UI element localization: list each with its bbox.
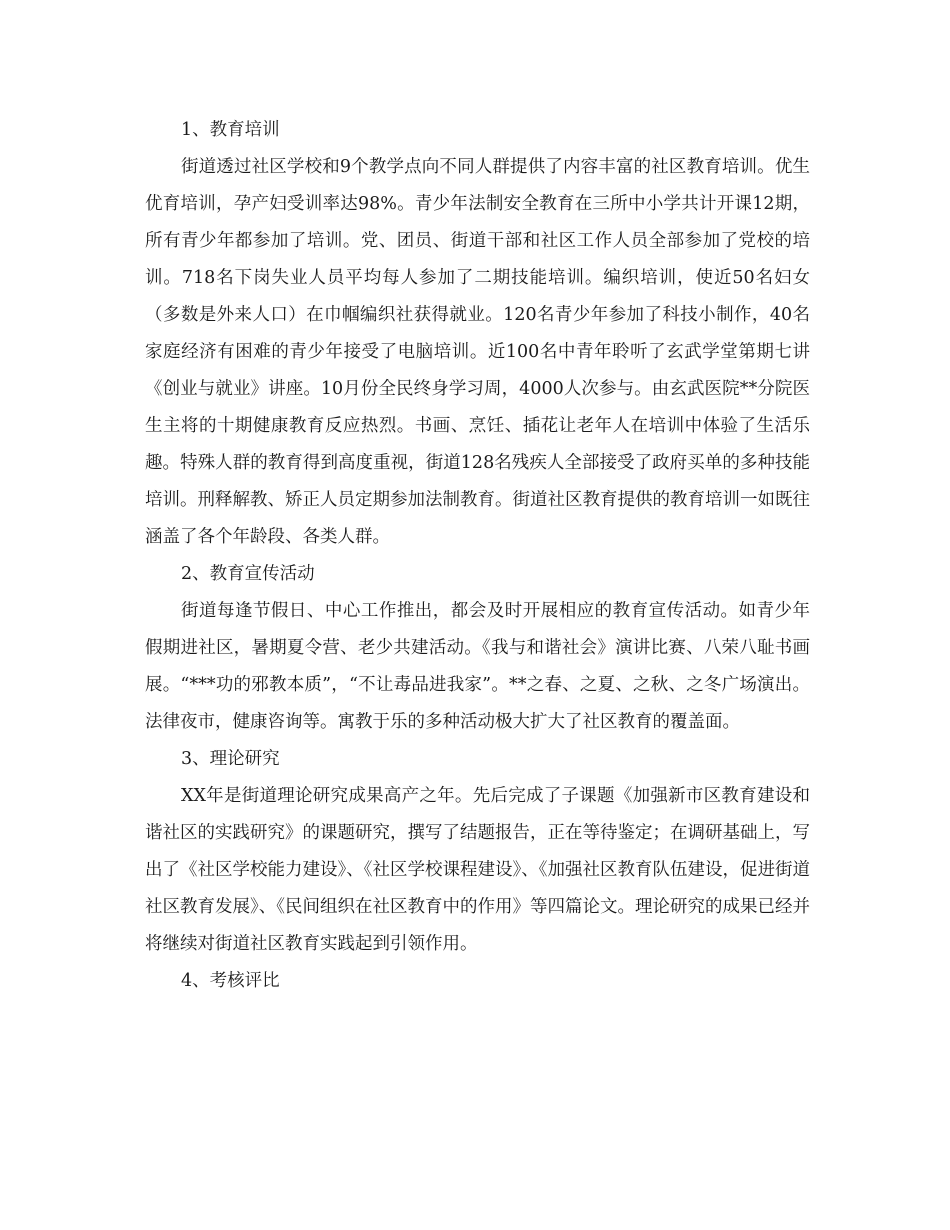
paragraph-publicity-activities: 街道每逢节假日、中心工作推出，都会及时开展相应的教育宣传活动。如青少年假期进社区，暑期夏令营、老少共建活动。《我与和谐社会》演讲比赛、八荣八耻书画展。“***功的邪教本质”，“不让毒品进我家”。**之春、之夏、之秋、之冬广场演出。法律夜市，健康咨询等。寓教于乐的多种活动极大扩大了社区教育的覆盖面。 (145, 601, 810, 732)
section-heading-assessment: 4、考核评比 (181, 971, 280, 991)
paragraph-theory-research: XX年是街道理论研究成果高产之年。先后完成了子课题《加强新市区教育建设和谐社区的实践研究》的课题研究，撰写了结题报告，正在等待鉴定；在调研基础上，写出了《社区学校能力建设》、《社区学校课程建设》、《加强社区教育队伍建设，促进街道社区教育发展》、《民间组织在社区教育中的作用》等四篇论文。理论研究的成果已经并将继续对街道社区教育实践起到引领作用。 (145, 786, 810, 954)
document-body (145, 112, 810, 1000)
section-heading-education-training: 1、教育培训 (181, 120, 280, 140)
section-heading-theory-research: 3、理论研究 (181, 749, 280, 769)
section-heading-publicity-activities: 2、教育宣传活动 (181, 564, 315, 584)
paragraph-education-training: 街道透过社区学校和9个教学点向不同人群提供了内容丰富的社区教育培训。优生优育培训，孕产妇受训率达98%。青少年法制安全教育在三所中小学共计开课12期，所有青少年都参加了培训。党、团员、街道干部和社区工作人员全部参加了党校的培训。718名下岗失业人员平均每人参加了二期技能培训。编织培训，使近50名妇女（多数是外来人口）在巾帼编织社获得就业。120名青少年参加了科技小制作，40名家庭经济有困难的青少年接受了电脑培训。近100名中青年聆听了玄武学堂第期七讲《创业与就业》讲座。10月份全民终身学习周，4000人次参与。由玄武医院**分院医生主将的十期健康教育反应热烈。书画、烹饪、插花让老年人在培训中体验了生活乐趣。特殊人群的教育得到高度重视，街道128名残疾人全部接受了政府买单的多种技能培训。刑释解教、矫正人员定期参加法制教育。街道社区教育提供的教育培训一如既往涵盖了各个年龄段、各类人群。 (145, 157, 810, 547)
